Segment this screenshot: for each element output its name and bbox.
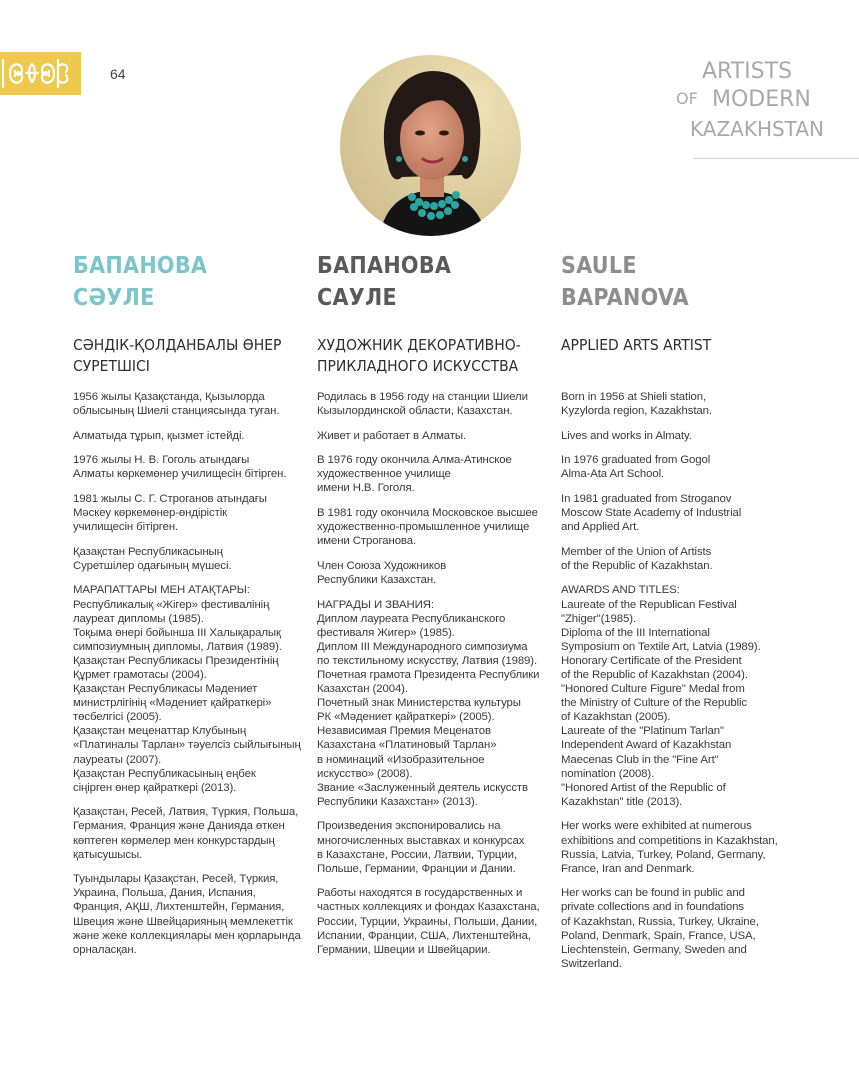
text-line: private collections and in foundations — [561, 901, 745, 914]
text-line: Russia, Latvia, Turkey, Poland, Germany, — [561, 848, 766, 861]
text-line: "Zhiger"(1985). — [561, 612, 636, 625]
text-line: the Ministry of Culture of the Republic — [561, 697, 748, 710]
text-line: в номинаций «Изобразительное — [317, 753, 485, 766]
text-line: Born in 1956 at Shieli station, — [561, 391, 707, 403]
text-line: Diploma of the III International — [561, 626, 710, 639]
biography-paragraph — [561, 886, 801, 971]
column-russian — [317, 250, 557, 967]
text-line: Член Союза Художников — [317, 559, 447, 572]
text-line: Kazakhstan" title (2013). — [561, 795, 683, 808]
text-line: Алматыда тұрып, қызмет істейді. — [73, 429, 245, 442]
text-line: Германия, Франция және Данияда өткен — [73, 820, 285, 833]
text-line: Liechtenstein, Germany, Sweden and — [561, 943, 747, 956]
biography-paragraph — [73, 872, 313, 957]
text-line: имени Строганова. — [317, 535, 417, 548]
text-line: искусство» (2008). — [317, 767, 413, 780]
text-line: nomination (2008). — [561, 767, 655, 780]
text-line: Диплом лауреата Республиканского — [317, 612, 506, 625]
column-english — [561, 250, 801, 981]
text-line: Почетная грамота Президента Республики — [317, 669, 540, 681]
text-line: Польше, Германии, Франции и Дании. — [317, 862, 516, 875]
page-number: 64 — [110, 66, 126, 82]
text-line: көптеген көрмелер мен конкурстардың — [73, 834, 275, 847]
text-line: фестиваля Жигер» (1985). — [317, 626, 455, 639]
text-line: училищесін бітірген. — [73, 521, 179, 534]
text-line: Живет и работает в Алматы. — [317, 429, 467, 442]
artist-role: ХУДОЖНИК ДЕКОРАТИВНО- ПРИКЛАДНОГО ИСКУССТВА — [317, 336, 521, 375]
biography-paragraph — [73, 390, 313, 418]
text-line: және жеке коллекциялары мен қорларында — [73, 929, 301, 942]
text-line: 1956 жылы Қазақстанда, Қызылорда — [73, 391, 265, 403]
text-line: exhibitions and competitions in Kazakhstan, — [561, 834, 778, 847]
text-line: В 1976 году окончила Алма-Атинское — [317, 454, 512, 467]
biography — [73, 390, 313, 957]
text-line: МАРАПАТТАРЫ МЕН АТАҚТАРЫ: — [73, 584, 250, 597]
text-line: Қазақстан Республикасы Президентінің — [73, 654, 279, 667]
artist-name: БАПАНОВА СӘУЛЕ — [73, 253, 208, 311]
biography-paragraph — [561, 492, 801, 534]
text-line: России, Турции, Украины, Польши, Дании, — [317, 915, 538, 928]
text-line: of the Republic of Kazakhstan. — [561, 559, 713, 572]
artist-name: БАПАНОВА САУЛЕ — [317, 253, 452, 311]
text-line: and Applied Art. — [561, 521, 640, 534]
biography — [561, 390, 801, 971]
biography-paragraph — [73, 545, 313, 573]
text-line: төсбелгісі (2005). — [73, 711, 162, 724]
text-line: художественное училище — [317, 468, 451, 481]
text-line: In 1981 graduated from Stroganov — [561, 492, 732, 505]
text-line: симпозиумның дипломы, Латвия (1989). — [73, 640, 282, 653]
text-line: Почетный знак Министерства культуры — [317, 697, 521, 710]
text-line: AWARDS AND TITLES: — [561, 584, 680, 597]
text-line: қатысушысы. — [73, 848, 143, 861]
artists-of-modern-kazakhstan-logo — [676, 54, 826, 154]
text-line: Мәскеу көркемөнер-өндірістік — [73, 507, 228, 520]
biography-paragraph — [561, 453, 801, 481]
text-line: Франция, АҚШ, Лихтенштейн, Германия, — [73, 901, 285, 914]
text-line: многочисленных выставках и конкурсах — [317, 834, 525, 847]
biography-paragraph — [317, 886, 557, 956]
biography-paragraph — [73, 805, 313, 861]
text-line: Her works were exhibited at numerous — [561, 820, 752, 833]
column-kazakh — [73, 250, 313, 967]
text-line: Родилась в 1956 году на станции Шиели — [317, 391, 528, 403]
text-line: Laureate of the "Platinum Tarlan" — [561, 725, 724, 738]
text-line: "Honored Artist of the Republic of — [561, 781, 726, 794]
artist-role: СӘНДІК-ҚОЛДАНБАЛЫ ӨНЕР СУРЕТШІСІ — [73, 336, 282, 375]
text-line: Туындылары Қазақстан, Ресей, Түркия, — [73, 873, 279, 886]
biography-paragraph — [561, 390, 801, 418]
text-line: лауреат дипломы (1985). — [73, 612, 204, 625]
text-line: Maecenas Club in the "Fine Art" — [561, 753, 719, 766]
header-rule — [693, 158, 859, 159]
text-line: облысының Шиелі станциясында туған. — [73, 405, 280, 418]
text-line: In 1976 graduated from Gogol — [561, 454, 711, 467]
text-line: Қазақстан Республикасы Мәдениет — [73, 683, 258, 696]
text-line: НАГРАДЫ И ЗВАНИЯ: — [317, 598, 434, 611]
biography-paragraph — [317, 390, 557, 418]
text-line: Laureate of the Republican Festival — [561, 598, 737, 611]
text-line: РК «Мәдениет қайраткері» (2005). — [317, 711, 495, 724]
text-line: Switzerland. — [561, 957, 622, 970]
biography-paragraph — [561, 583, 801, 809]
text-line: of Kazakhstan, Russia, Turkey, Ukraine, — [561, 915, 759, 928]
text-line: министрлігінің «Мәдениет қайраткері» — [73, 697, 272, 710]
text-line: Республикалық «Жігер» фестивалінің — [73, 598, 270, 611]
text-line: В 1981 году окончила Московское высшее — [317, 507, 538, 520]
text-line: Тоқыма өнері бойынша ІІІ Халықаралық — [73, 626, 281, 639]
text-line: Казахстана «Платиновый Тарлан» — [317, 739, 497, 752]
text-line: 1976 жылы Н. В. Гоголь атындағы — [73, 454, 250, 467]
text-line: в Казахстане, России, Латвии, Турции, — [317, 848, 517, 861]
biography-paragraph — [561, 429, 801, 443]
text-line: Құрмет грамотасы (2004). — [73, 669, 207, 681]
artist-portrait — [340, 55, 521, 236]
text-line: Қазақстан, Ресей, Латвия, Түркия, Польша, — [73, 806, 299, 819]
text-line: Республики Казахстан. — [317, 573, 437, 586]
text-line: Диплом III Международного симпозиума — [317, 640, 528, 653]
ornament-icon — [0, 52, 81, 95]
biography-paragraph — [317, 453, 557, 495]
text-line: of Kazakhstan (2005). — [561, 711, 671, 724]
text-line: Қазақстан Республикасының еңбек — [73, 767, 256, 780]
text-line: Poland, Denmark, Spain, France, USA, — [561, 929, 756, 942]
biography-paragraph — [317, 559, 557, 587]
text-line: Қазақстан Республикасының — [73, 545, 223, 558]
text-line: Швеция және Швейцарияның мемлекеттік — [73, 915, 293, 928]
artist-name: SAULE BAPANOVA — [561, 253, 690, 311]
text-line: Казахстан (2004). — [317, 683, 408, 696]
text-line: Honorary Certificate of the President — [561, 654, 742, 667]
text-line: Германии, Швеции и Швейцарии. — [317, 943, 491, 956]
text-line: Member of the Union of Artists — [561, 545, 712, 558]
svg-text:MODERN: MODERN — [712, 87, 811, 112]
text-line: of the Republic of Kazakhstan (2004). — [561, 669, 748, 681]
biography-paragraph — [317, 506, 557, 548]
text-line: «Платиналы Тарлан» тәуелсіз сыйлығының — [73, 739, 301, 752]
biography-paragraph — [317, 819, 557, 875]
biography-paragraph — [73, 453, 313, 481]
text-line: "Honored Culture Figure" Medal from — [561, 683, 745, 696]
text-line: France, Iran and Denmark. — [561, 862, 695, 875]
text-line: сіңірген өнер қайраткері (2013). — [73, 781, 237, 794]
text-line: орналасқан. — [73, 943, 137, 956]
biography-paragraph — [73, 583, 313, 794]
text-line: Қазақстан меценаттар Клубының — [73, 725, 247, 738]
artist-role: APPLIED ARTS ARTIST — [561, 336, 712, 354]
text-line: Кызылординской области, Казахстан. — [317, 405, 513, 418]
text-line: Звание «Заслуженный деятель искусств — [317, 781, 528, 794]
text-line: Алматы көркемөнер училищесін бітірген. — [73, 468, 287, 481]
text-line: частных коллекциях и фондах Казахстана, — [317, 901, 540, 914]
text-line: Работы находятся в государственных и — [317, 887, 523, 900]
svg-text:KAZAKHSTAN: KAZAKHSTAN — [690, 117, 824, 141]
biography-paragraph — [561, 545, 801, 573]
text-line: лауреаты (2007). — [73, 753, 162, 766]
text-line: Независимая Премия Меценатов — [317, 725, 491, 738]
text-line: Украина, Польша, Дания, Испания, — [73, 887, 256, 900]
biography-paragraph — [561, 819, 801, 875]
svg-text:OF: OF — [676, 89, 698, 108]
biography-paragraph — [73, 429, 313, 443]
text-line: Symposium on Textile Art, Latvia (1989). — [561, 640, 761, 653]
text-line: Республики Казахстан» (2013). — [317, 795, 478, 808]
text-line: Her works can be found in public and — [561, 887, 745, 900]
text-line: Alma-Ata Art School. — [561, 468, 665, 481]
text-line: Kyzylorda region, Kazakhstan. — [561, 405, 712, 418]
text-line: Lives and works in Almaty. — [561, 429, 692, 442]
text-line: Independent Award of Kazakhstan — [561, 739, 732, 752]
biography-paragraph — [317, 429, 557, 443]
biography-paragraph — [317, 598, 557, 809]
text-line: художественно-промышленное училище — [317, 521, 530, 534]
text-line: Произведения экспонировались на — [317, 820, 501, 833]
text-line: Испании, Франции, США, Лихтенштейна, — [317, 929, 531, 942]
biography — [317, 390, 557, 957]
text-line: по текстильному искусству, Латвия (1989). — [317, 654, 538, 667]
text-line: имени Н.В. Гоголя. — [317, 482, 415, 495]
biography-paragraph — [73, 492, 313, 534]
text-line: 1981 жылы С. Г. Строганов атындағы — [73, 492, 267, 505]
text-line: Moscow State Academy of Industrial — [561, 507, 742, 520]
text-line: Суретшілер одағының мүшесі. — [73, 559, 232, 572]
svg-text:ARTISTS: ARTISTS — [702, 59, 793, 84]
